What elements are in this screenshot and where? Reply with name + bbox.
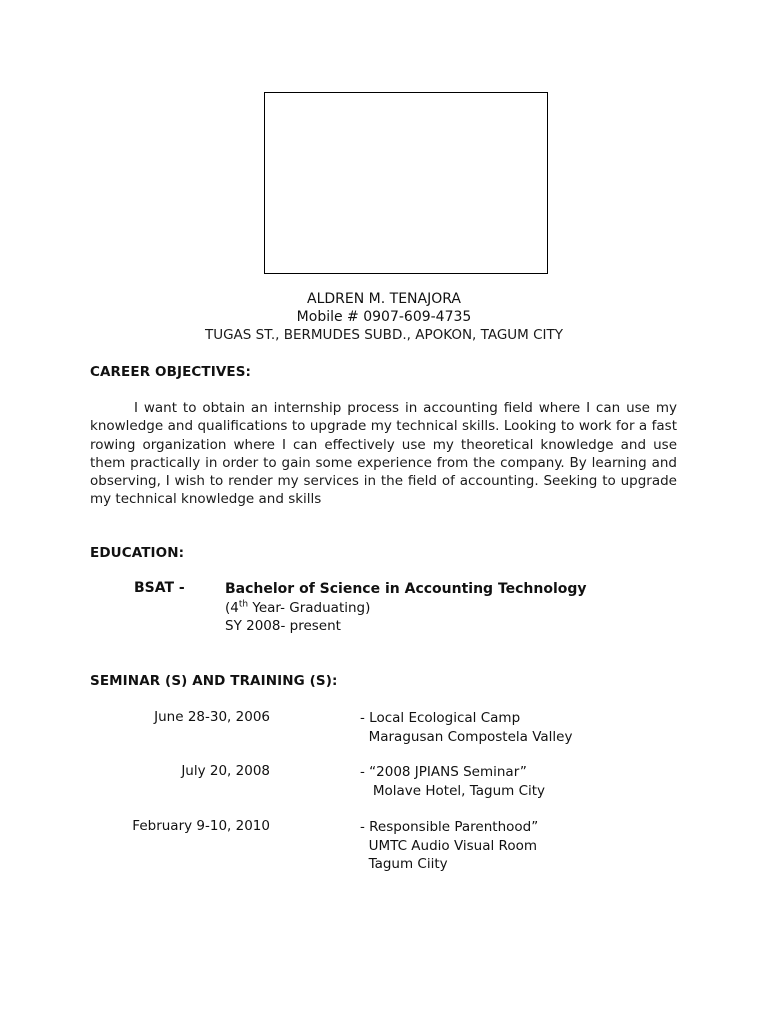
seminar-entry <box>360 709 572 746</box>
career-objectives-heading: CAREER OBJECTIVES: <box>90 364 252 380</box>
seminar-title: - Local Ecological Camp <box>360 710 521 726</box>
photo-placeholder-box <box>264 92 548 274</box>
mobile-number: Mobile # 0907-609-4735 <box>296 309 472 325</box>
education-school-year: SY 2008- present <box>225 618 341 634</box>
seminar-venue: Maragusan Compostela Valley <box>360 728 573 745</box>
seminars-heading: SEMINAR (S) AND TRAINING (S): <box>90 673 338 689</box>
seminar-entry <box>360 763 545 800</box>
education-heading: EDUCATION: <box>90 545 185 561</box>
education-year <box>225 599 587 618</box>
seminar-title: - “2008 JPIANS Seminar” <box>360 764 527 780</box>
seminar-venue: UMTC Audio Visual Room <box>360 837 537 854</box>
seminar-date: February 9-10, 2010 <box>132 818 270 834</box>
education-year-open: (4 <box>225 599 239 616</box>
career-objectives-text: I want to obtain an internship process in accounting field where I can use my knowledge and qualifications to upgrade my technical skills. Looking to work for a fast rowing organization where I can effectively use my theoretical knowledge and use them practically in order to gain some experience from the company. By learning and observing, I wish to render my services in the field of accounting. Seeking to upgrade my technical knowledge and skills <box>90 400 677 508</box>
education-year-close: Year- Graduating) <box>248 599 371 616</box>
seminar-date: July 20, 2008 <box>181 763 270 779</box>
seminar-venue: Molave Hotel, Tagum City <box>360 782 546 799</box>
applicant-name: ALDREN M. TENAJORA <box>307 291 461 307</box>
education-course-code: BSAT - <box>134 580 185 596</box>
address: TUGAS ST., BERMUDES SUBD., APOKON, TAGUM CITY <box>204 327 564 343</box>
resume-header <box>0 290 768 344</box>
education-year-sup: th <box>238 599 249 609</box>
education-degree: Bachelor of Science in Accounting Technology <box>225 581 587 597</box>
education-details <box>225 580 587 636</box>
seminar-title: - Responsible Parenthood” <box>360 819 539 835</box>
seminar-date: June 28-30, 2006 <box>154 709 270 725</box>
seminar-city: Tagum Ciity <box>360 856 448 872</box>
seminar-entry <box>360 818 538 874</box>
